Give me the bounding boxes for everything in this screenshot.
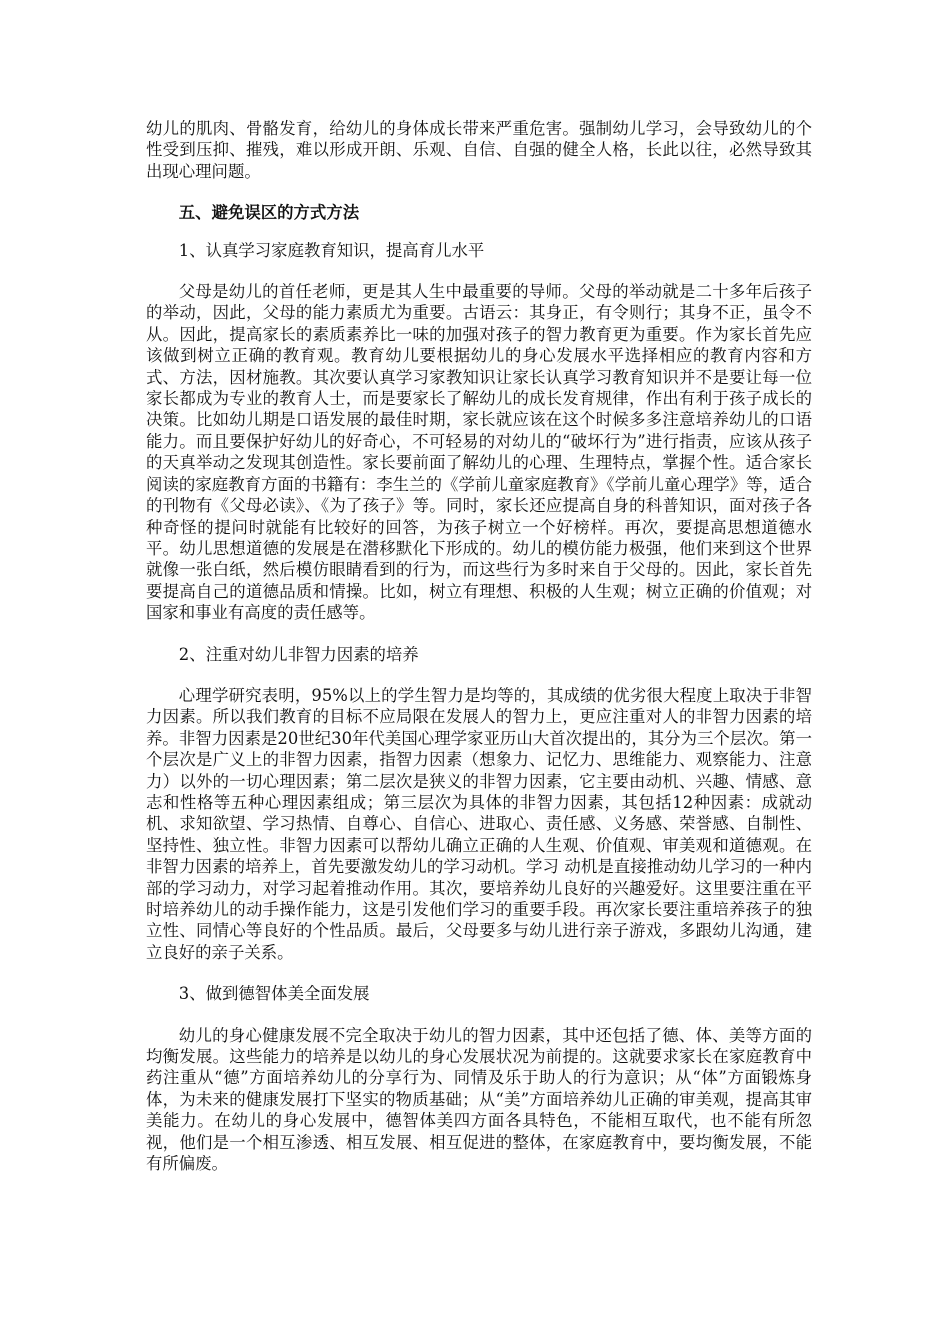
subsection-heading-3: 3、做到德智体美全面发展 (178, 984, 370, 1004)
subsection-heading-2: 2、注重对幼儿非智力因素的培养 (178, 644, 419, 664)
subsection-body-1: 父母是幼儿的首任老师，更是其人生中最重要的导师。父母的举动就是二十多年后孩子的举动，因此，父母的能力素质尤为重要。古语云：其身正，有令则行；其身不正，虽令不从。因此，提高家长的素质素养比一味的加强对孩子的智力教育更为重要。作为家长首先应该做到树立正确的教育观。教育幼儿要根据幼儿的身心发展水平选择相应的教育内容和方式、方法，因材施教。其次要认真学习家教知识让家长认真学习教育知识并不是要让每一位家长都成为专业的教育人士，而是要家长了解幼儿的成长发育规律，作出有利于孩子成长的决策。比如幼儿期是口语发展的最佳时期，家长就应该在这个时候多多注意培养幼儿的口语能力。而且要保护好幼儿的好奇心，不可轻易的对幼儿的“破坏行为”进行指责，应该从孩子的天真举动之发现其创造性。家长要前面了解幼儿的心理、生理特点，掌握个性。适合家长阅读的家庭教育方面的书籍有：李生兰的《学前儿童家庭教育》《学前儿童心理学》等，适合的刊物有《父母必读》、《为了孩子》等。同时，家长还应提高自身的科普知识，面对孩子各种奇怪的提问时就能有比较好的回答，为孩子树立一个好榜样。再次，要提高思想道德水平。幼儿思想道德的发展是在潜移默化下形成的。幼儿的模仿能力极强，他们来到这个世界就像一张白纸，然后模仿眼睛看到的行为，而这些行为多时来自于父母的。因此，家长首先要提高自己的道德品质和情操。比如，树立有理想、积极的人生观；树立正确的价值观；对国家和事业有高度的责任感等。 (146, 282, 812, 623)
subsection-heading-1: 1、认真学习家庭教育知识，提高育儿水平 (178, 240, 485, 260)
subsection-body-2: 心理学研究表明，95%以上的学生智力是均等的，其成绩的优劣很大程度上取决于非智力因素。所以我们教育的目标不应局限在发展人的智力上，更应注重对人的非智力因素的培养。非智力因素是20世纪30年代美国心理学家亚历山大首次提出的，其分为三个层次。第一个层次是广义上的非智力因素，指智力因素（想象力、记忆力、思维能力、观察能力、注意力）以外的一切心理因素；第二层次是狭义的非智力因素，它主要由动机、兴趣、情感、意志和性格等五种心理因素组成；第三层次为具体的非智力因素，其包括12种因素：成就动机、求知欲望、学习热情、自尊心、自信心、进取心、责任感、义务感、荣誉感、自制性、坚持性、独立性。非智力因素可以帮幼儿确立正确的人生观、价值观、审美观和道德观。在非智力因素的培养上，首先要激发幼儿的学习动机。学习 动机是直接推动幼儿学习的一种内部的学习动力，对学习起着推动作用。其次，要培养幼儿良好的兴趣爱好。这里要注重在平时培养幼儿的动手操作能力，这是引发他们学习的重要手段。再次家长要注重培养孩子的独立性、同情心等良好的个性品质。最后，父母要多与幼儿进行亲子游戏，多跟幼儿沟通，建立良好的亲子关系。 (146, 685, 812, 962)
subsection-body-3: 幼儿的身心健康发展不完全取决于幼儿的智力因素，其中还包括了德、体、美等方面的均衡发展。这些能力的培养是以幼儿的身心发展状况为前提的。这就要求家长在家庭教育中药注重从“德”方面培养幼儿的分享行为、同情及乐于助人的行为意识；从“体”方面锻炼身体，为未来的健康发展打下坚实的物质基础；从“美”方面培养幼儿正确的审美观，提高其审美能力。在幼儿的身心发展中，德智体美四方面各具特色，不能相互取代，也不能有所忽视，他们是一个相互渗透、相互发展、相互促进的整体，在家庭教育中，要均衡发展，不能有所偏废。 (146, 1025, 812, 1174)
document-page (146, 118, 812, 1174)
intro-paragraph: 幼儿的肌肉、骨骼发育，给幼儿的身体成长带来严重危害。强制幼儿学习，会导致幼儿的个性受到压抑、摧残，难以形成开朗、乐观、自信、自强的健全人格，长此以往，必然导致其出现心理问题。 (146, 119, 812, 181)
section-heading: 五、避免误区的方式方法 (178, 203, 360, 223)
